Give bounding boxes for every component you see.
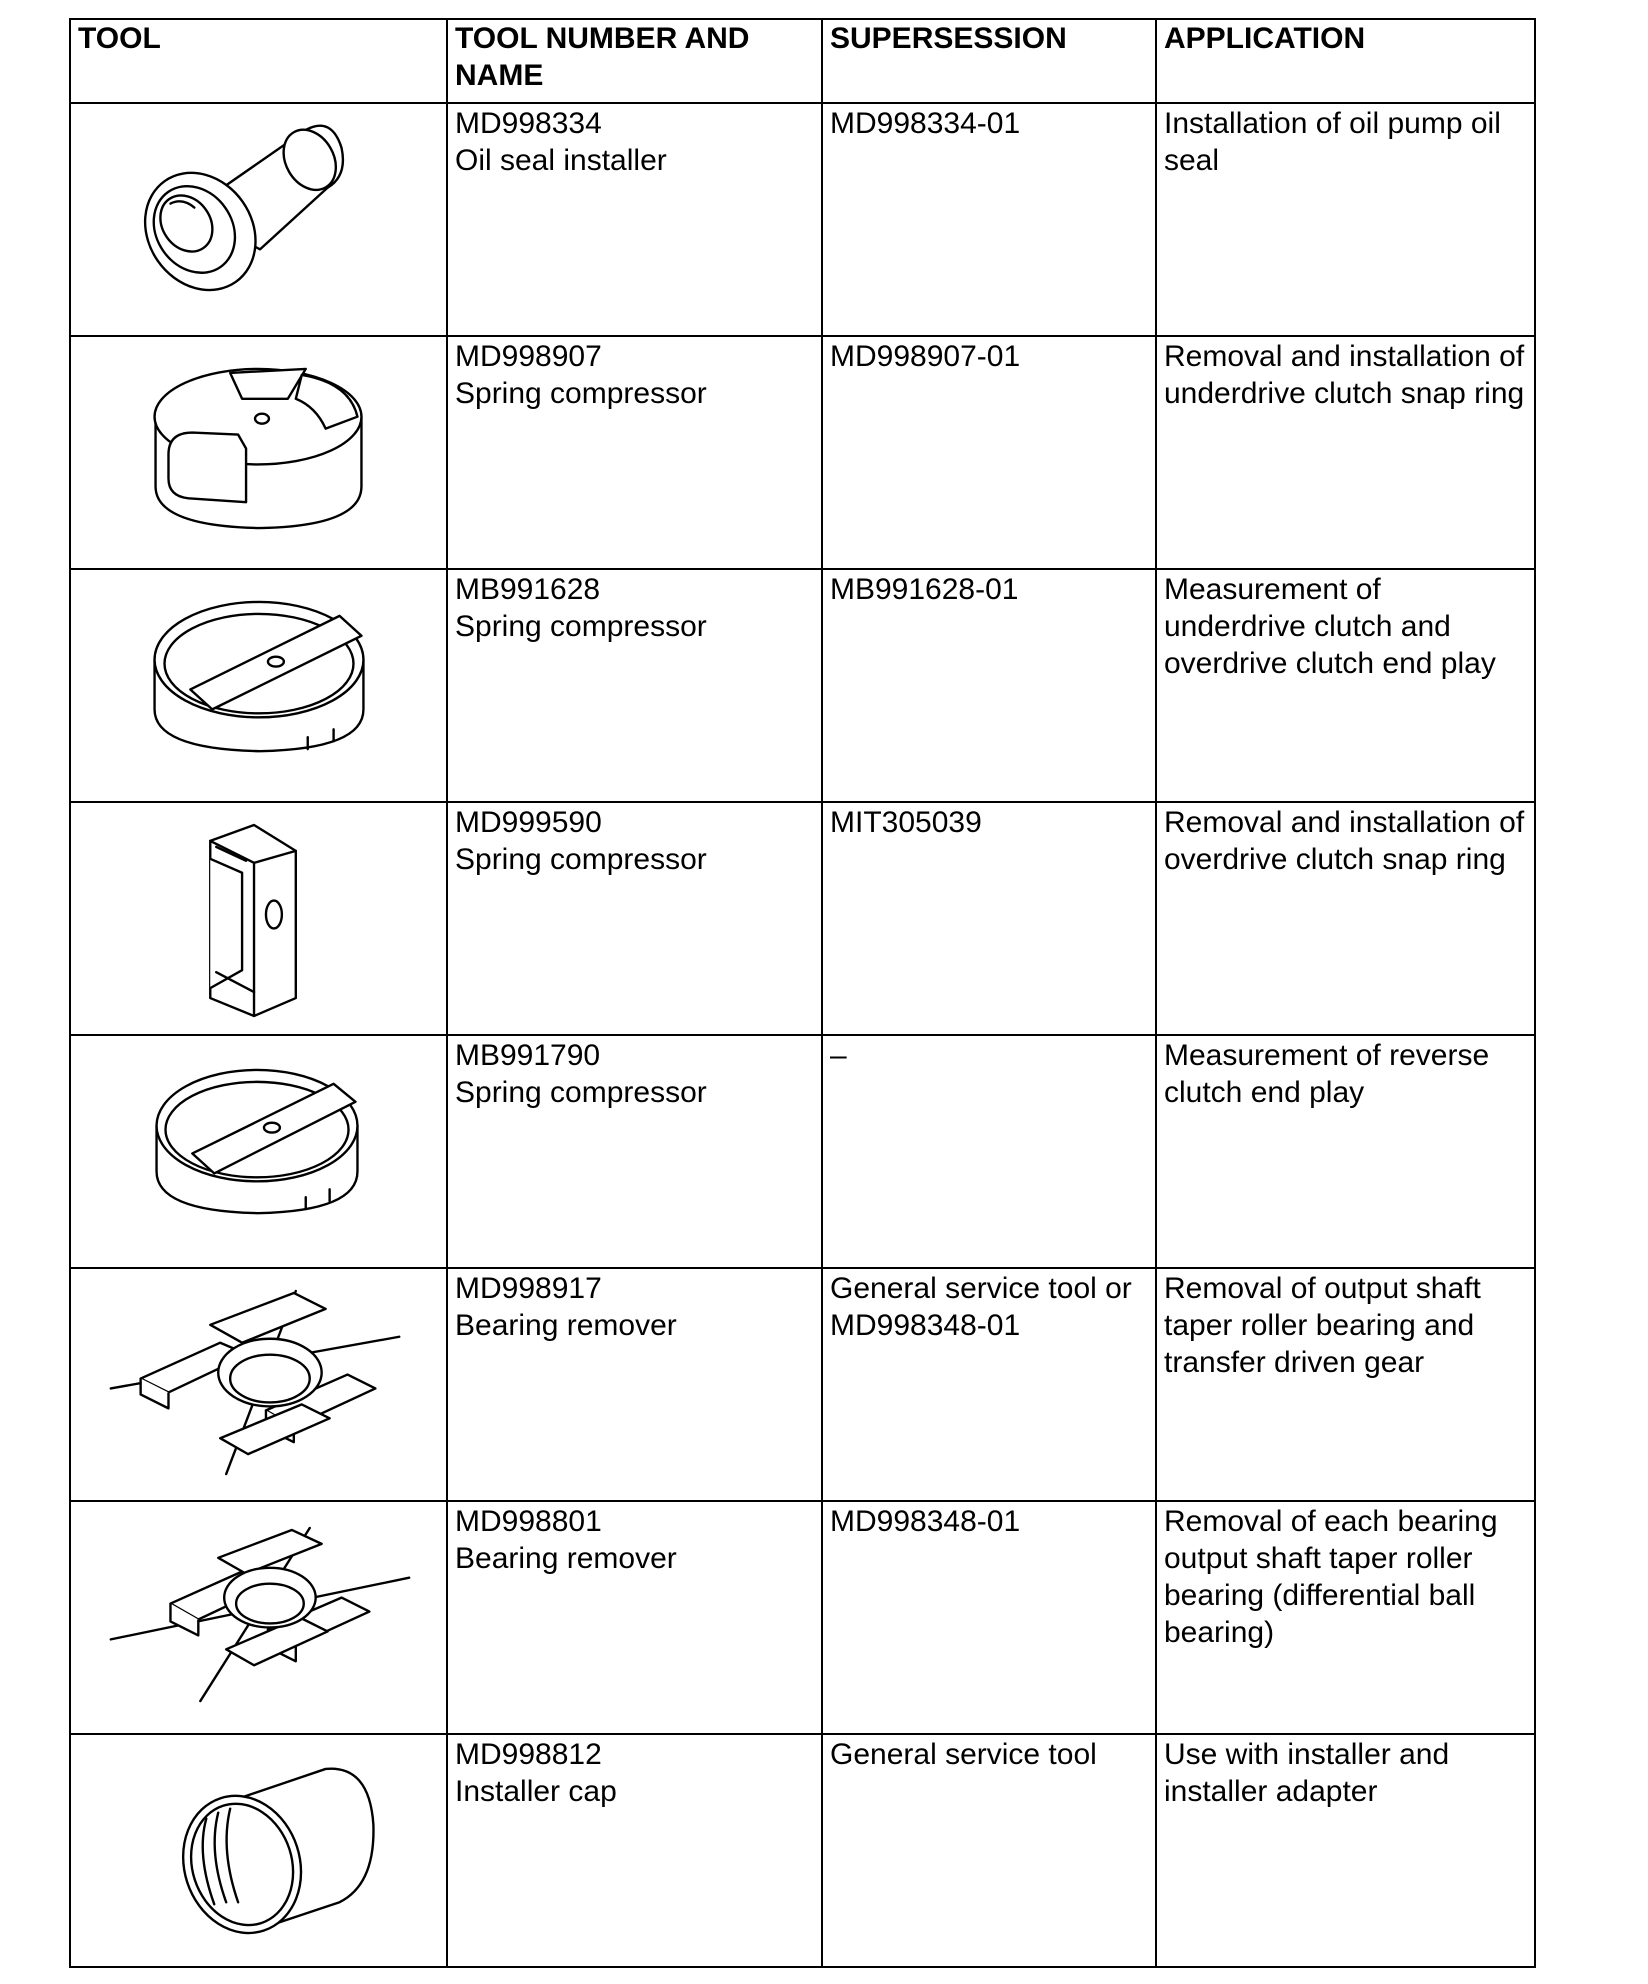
- tool-number: MD998917: [455, 1272, 602, 1305]
- tool-number-name-cell: [447, 1734, 822, 1967]
- tool-number-name-cell: [447, 1035, 822, 1268]
- tool-number-name-cell: [447, 1268, 822, 1501]
- tool-number-name-cell: [447, 103, 822, 336]
- tool-number: MB991628: [455, 573, 601, 606]
- supersession-cell: –: [822, 1035, 1156, 1268]
- supersession-cell: General service tool or MD998348-01: [822, 1268, 1156, 1501]
- header-tool-number-and-name: TOOL NUMBER AND NAME: [447, 19, 822, 103]
- application-cell: Use with installer and installer adapter: [1156, 1734, 1535, 1967]
- header-supersession: SUPERSESSION: [822, 19, 1156, 103]
- header-tool: TOOL: [70, 19, 447, 103]
- tool-number: MD998801: [455, 1505, 602, 1538]
- tool-number: MD998812: [455, 1738, 602, 1771]
- table-row: [70, 802, 1535, 1035]
- tool-name: Spring compressor: [455, 610, 707, 643]
- supersession-cell: MIT305039: [822, 802, 1156, 1035]
- supersession-cell: MD998334-01: [822, 103, 1156, 336]
- tool-name: Spring compressor: [455, 377, 707, 410]
- tool-illustration-cell: [70, 336, 447, 569]
- application-cell: Removal and installation of overdrive clutch snap ring: [1156, 802, 1535, 1035]
- tool-name: Oil seal installer: [455, 144, 667, 177]
- tool-illustration-cell: [70, 103, 447, 336]
- application-cell: Removal and installation of underdrive clutch snap ring: [1156, 336, 1535, 569]
- tool-number-name-cell: [447, 336, 822, 569]
- bearing-remover-icon: [71, 1269, 446, 1500]
- tool-name: Spring compressor: [455, 1076, 707, 1109]
- supersession-cell: General service tool: [822, 1734, 1156, 1967]
- table-header-row: [70, 19, 1535, 103]
- table-row: [70, 569, 1535, 802]
- tool-number: MD998334: [455, 107, 602, 140]
- bearing-remover-long-bolt-icon: [71, 1502, 446, 1733]
- table-row: [70, 1734, 1535, 1967]
- application-cell: Removal of each bearing output shaft taper roller bearing (differential ball bearing): [1156, 1501, 1535, 1734]
- tool-illustration-cell: [70, 1501, 447, 1734]
- tool-number-name-cell: [447, 1501, 822, 1734]
- application-cell: Installation of oil pump oil seal: [1156, 103, 1535, 336]
- spring-compressor-ring-icon: [71, 570, 446, 801]
- supersession-cell: MB991628-01: [822, 569, 1156, 802]
- tool-number-name-cell: [447, 802, 822, 1035]
- tool-illustration-cell: [70, 1734, 447, 1967]
- tool-name: Bearing remover: [455, 1542, 677, 1575]
- tool-number-name-cell: [447, 569, 822, 802]
- tool-illustration-cell: [70, 569, 447, 802]
- header-application: APPLICATION: [1156, 19, 1535, 103]
- table-row: [70, 1035, 1535, 1268]
- tool-number: MD998907: [455, 340, 602, 373]
- spring-compressor-cylinder-icon: [71, 337, 446, 568]
- table-row: [70, 1501, 1535, 1734]
- supersession-cell: MD998348-01: [822, 1501, 1156, 1734]
- oil-seal-installer-icon: [71, 104, 446, 335]
- tool-number: MD999590: [455, 806, 602, 839]
- tool-name: Spring compressor: [455, 843, 707, 876]
- spring-compressor-ring-icon: [71, 1036, 446, 1267]
- application-cell: Measurement of reverse clutch end play: [1156, 1035, 1535, 1268]
- tool-name: Installer cap: [455, 1775, 617, 1808]
- application-cell: Measurement of underdrive clutch and overdrive clutch end play: [1156, 569, 1535, 802]
- tool-name: Bearing remover: [455, 1309, 677, 1342]
- tool-illustration-cell: [70, 802, 447, 1035]
- table-row: [70, 336, 1535, 569]
- table-row: [70, 1268, 1535, 1501]
- table-row: [70, 103, 1535, 336]
- supersession-cell: MD998907-01: [822, 336, 1156, 569]
- tool-illustration-cell: [70, 1035, 447, 1268]
- installer-cap-icon: [71, 1735, 446, 1966]
- tool-illustration-cell: [70, 1268, 447, 1501]
- special-tools-table: [69, 18, 1536, 1968]
- spring-compressor-bracket-icon: [71, 803, 446, 1034]
- application-cell: Removal of output shaft taper roller bearing and transfer driven gear: [1156, 1268, 1535, 1501]
- tool-number: MB991790: [455, 1039, 601, 1072]
